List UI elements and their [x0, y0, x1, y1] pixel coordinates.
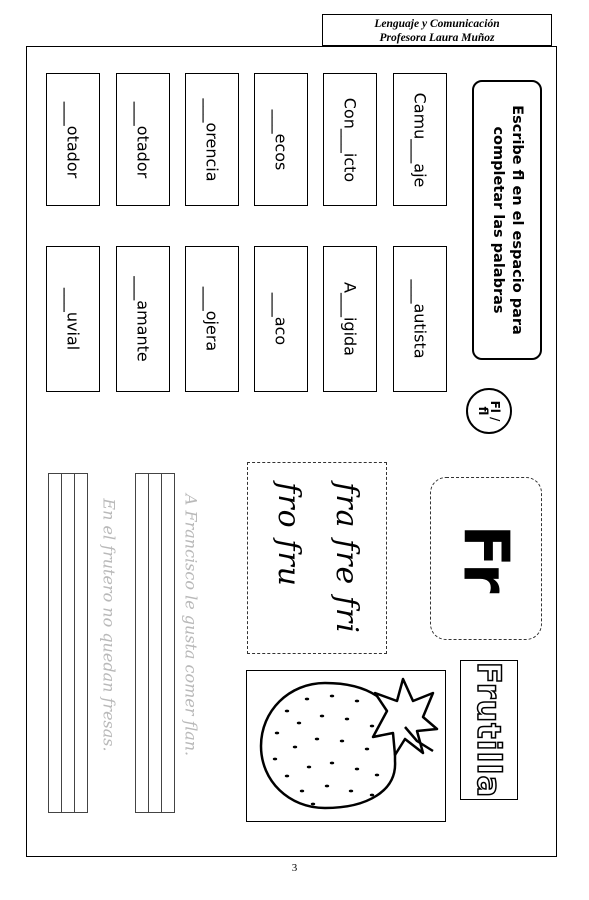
sentence-text: En el frutero no quedan fresas.: [99, 498, 119, 752]
word-box[interactable]: [393, 246, 447, 392]
word-text: ___autista: [410, 279, 430, 359]
letter-group-box: [430, 477, 542, 640]
letter-group-text: Fr: [449, 524, 523, 593]
word-text: ___uvial: [63, 287, 83, 351]
tracing-sentence-2: [94, 475, 124, 775]
word-text: Con___icto: [340, 97, 360, 182]
writing-lines-1[interactable]: [135, 473, 175, 813]
word-box[interactable]: [393, 73, 447, 206]
word-text: ___ecos: [271, 109, 291, 170]
subject-title: Lenguaje y Comunicación: [374, 18, 500, 30]
word-label-box: [460, 660, 518, 800]
teacher-name: Profesora Laura Muñoz: [379, 32, 495, 44]
word-label-text: Frutilla: [470, 661, 508, 799]
syllables-box: [247, 462, 387, 654]
strawberry-icon: [247, 671, 444, 820]
instruction-line-2: completar las palabras: [490, 126, 506, 314]
word-box[interactable]: [185, 73, 239, 206]
header-box: [322, 14, 552, 46]
badge-line-2: fl: [476, 406, 490, 416]
strawberry-image: [246, 670, 446, 822]
word-box[interactable]: [254, 73, 308, 206]
word-text: Camu___aje: [410, 92, 430, 187]
syllables-row-1: fra fre fri: [329, 482, 364, 634]
word-box[interactable]: [185, 246, 239, 392]
word-text: ___otador: [133, 101, 153, 178]
word-box[interactable]: [323, 73, 377, 206]
word-text: A___igida: [340, 282, 360, 356]
word-box[interactable]: [116, 246, 170, 392]
word-text: ___aco: [271, 292, 291, 346]
word-text: ___ojera: [202, 286, 222, 352]
word-box[interactable]: [46, 246, 100, 392]
word-box[interactable]: [323, 246, 377, 392]
fl-badge: [466, 388, 512, 434]
tracing-sentence-1: [176, 475, 206, 775]
word-text: ___amante: [133, 276, 153, 362]
sentence-text: A Francisco le gusta comer flan.: [181, 493, 201, 757]
instruction-line-1: Escribe fl en el espacio para: [509, 105, 525, 335]
word-text: ___orencia: [202, 97, 222, 182]
syllables-row-2: fro fru: [271, 482, 306, 587]
instruction-box: [472, 80, 542, 360]
word-text: ___otador: [63, 101, 83, 178]
page-number: 3: [291, 862, 298, 874]
badge-line-1: Fl /: [488, 400, 502, 422]
word-box[interactable]: [46, 73, 100, 206]
writing-lines-2[interactable]: [48, 473, 88, 813]
word-box[interactable]: [116, 73, 170, 206]
word-box[interactable]: [254, 246, 308, 392]
